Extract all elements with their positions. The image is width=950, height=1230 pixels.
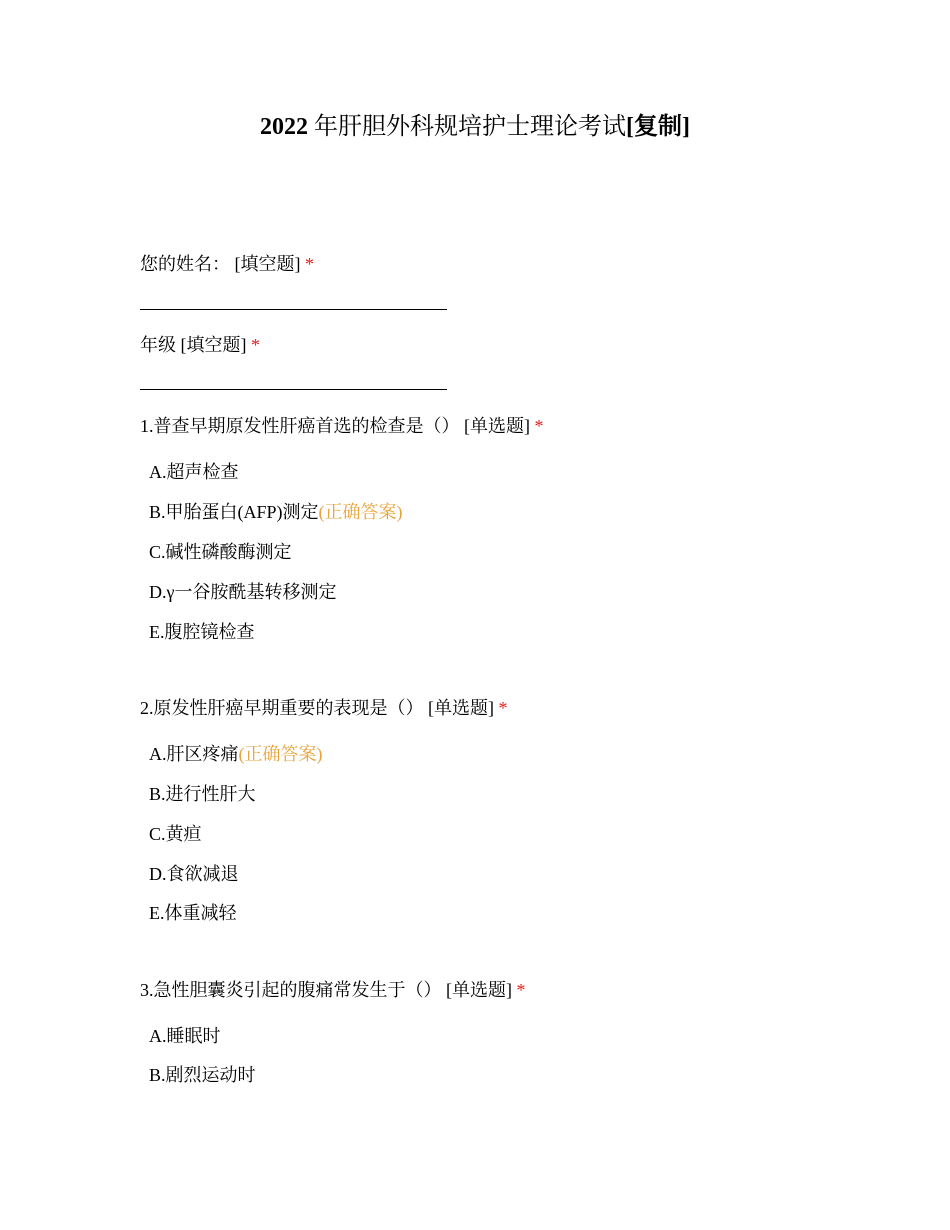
- page-title: [0, 110, 950, 144]
- question-text: 2.原发性肝癌早期重要的表现是（）: [140, 698, 424, 718]
- question-type: [填空题]: [180, 335, 247, 355]
- name-field-label: [140, 252, 314, 276]
- question-1-option-c[interactable]: [149, 540, 292, 564]
- option-text: B.进行性肝大: [149, 784, 256, 804]
- option-text: D.γ一谷胺酰基转移测定: [149, 582, 337, 602]
- question-3-option-a[interactable]: [149, 1024, 221, 1048]
- question-type: [单选题]: [446, 980, 512, 1000]
- option-text: D.食欲减退: [149, 864, 239, 884]
- option-text: A.睡眠时: [149, 1026, 221, 1046]
- option-text: B.甲胎蛋白(AFP)测定: [149, 502, 319, 522]
- question-1-option-e[interactable]: [149, 620, 255, 644]
- question-2-option-e[interactable]: [149, 901, 237, 925]
- option-text: C.碱性磷酸酶测定: [149, 542, 292, 562]
- question-2-option-d[interactable]: [149, 862, 239, 886]
- grade-field-label: [140, 333, 260, 357]
- title-text: 年肝胆外科规培护士理论考试: [314, 114, 626, 140]
- title-year: 2022: [260, 114, 308, 140]
- field-label: 年级: [140, 335, 176, 355]
- question-1-option-d[interactable]: [149, 580, 336, 604]
- option-text: E.腹腔镜检查: [149, 622, 255, 642]
- name-answer-line[interactable]: [140, 309, 447, 310]
- option-text: A.超声检查: [149, 462, 239, 482]
- question-1-option-b[interactable]: [149, 500, 403, 524]
- question-3-option-b[interactable]: [149, 1063, 256, 1087]
- question-2-option-c[interactable]: [149, 822, 202, 846]
- required-mark: *: [516, 980, 526, 1000]
- required-mark: *: [251, 335, 260, 355]
- option-text: B.剧烈运动时: [149, 1065, 256, 1085]
- correct-answer-marker: (正确答案): [238, 744, 323, 764]
- question-type: [填空题]: [234, 254, 301, 274]
- required-mark: *: [534, 416, 544, 436]
- question-text: 1.普查早期原发性肝癌首选的检查是（）: [140, 416, 460, 436]
- field-label: 您的姓名：: [140, 254, 230, 274]
- required-mark: *: [305, 254, 314, 274]
- required-mark: *: [498, 698, 508, 718]
- question-type: [单选题]: [464, 416, 530, 436]
- question-2-text: [140, 696, 508, 720]
- question-text: 3.急性胆囊炎引起的腹痛常发生于（）: [140, 980, 442, 1000]
- option-text: C.黄疸: [149, 824, 202, 844]
- question-type: [单选题]: [428, 698, 494, 718]
- question-3-text: [140, 978, 526, 1002]
- option-text: E.体重减轻: [149, 903, 237, 923]
- question-1-option-a[interactable]: [149, 460, 239, 484]
- grade-answer-line[interactable]: [140, 389, 447, 390]
- question-1-text: [140, 414, 544, 438]
- question-2-option-b[interactable]: [149, 782, 256, 806]
- correct-answer-marker: (正确答案): [318, 502, 403, 522]
- option-text: A.肝区疼痛: [149, 744, 239, 764]
- title-suffix: [复制]: [626, 114, 690, 140]
- question-2-option-a[interactable]: [149, 742, 323, 766]
